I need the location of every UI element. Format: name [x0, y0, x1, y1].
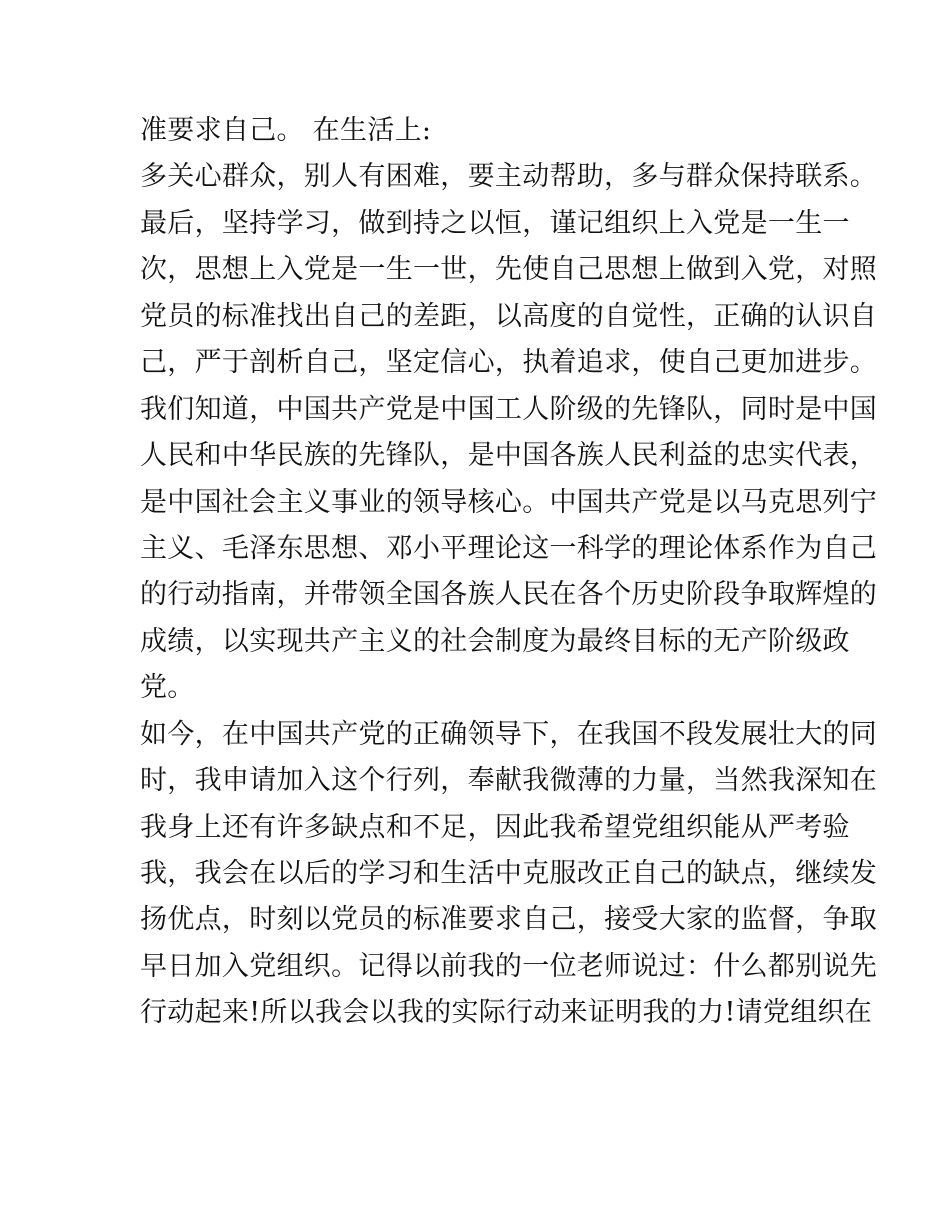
- text-line: 多关心群众，别人有困难，要主动帮助，多与群众保持联系。: [140, 161, 878, 193]
- text-line: 我身上还有许多缺点和不足，因此我希望党组织能从严考验: [140, 811, 850, 843]
- text-line: 人民和中华民族的先锋队，是中国各族人民利益的忠实代表，: [140, 440, 878, 472]
- text-line: 我们知道，中国共产党是中国工人阶级的先锋队，同时是中国: [140, 393, 878, 425]
- text-line: 早日加入党组织。记得以前我的一位老师说过：什么都别说先: [140, 950, 878, 982]
- text-line: 行动起来!所以我会以我的实际行动来证明我的力!请党组织在: [140, 997, 873, 1029]
- text-line: 我，我会在以后的学习和生活中克服改正自己的缺点，继续发: [140, 858, 878, 889]
- text-line: 时，我申请加入这个行列，奉献我微薄的力量，当然我深知在: [140, 765, 878, 797]
- text-line: 准要求自己。 在生活上:: [140, 115, 432, 146]
- body-text: [140, 108, 878, 1037]
- text-line: 党。: [140, 672, 195, 704]
- text-line: 扬优点，时刻以党员的标准要求自己，接受大家的监督，争取: [140, 904, 878, 936]
- text-line: 最后，坚持学习，做到持之以恒，谨记组织上入党是一生一: [140, 207, 850, 239]
- text-line: 党员的标准找出自己的差距，以高度的自觉性，正确的认识自: [140, 300, 878, 332]
- text-line: 次，思想上入党是一生一世，先使自己思想上做到入党，对照: [140, 254, 878, 286]
- text-line: 的行动指南，并带领全国各族人民在各个历史阶段争取辉煌的: [140, 579, 878, 611]
- text-line: 主义、毛泽东思想、邓小平理论这一科学的理论体系作为自己: [140, 532, 878, 564]
- text-line: 成绩，以实现共产主义的社会制度为最终目标的无产阶级政: [140, 625, 850, 657]
- text-line: 如今，在中国共产党的正确领导下，在我国不段发展壮大的同: [140, 718, 878, 750]
- text-line: 己，严于剖析自己，坚定信心，执着追求，使自己更加进步。: [140, 347, 878, 379]
- text-line: 是中国社会主义事业的领导核心。中国共产党是以马克思列宁: [140, 486, 878, 518]
